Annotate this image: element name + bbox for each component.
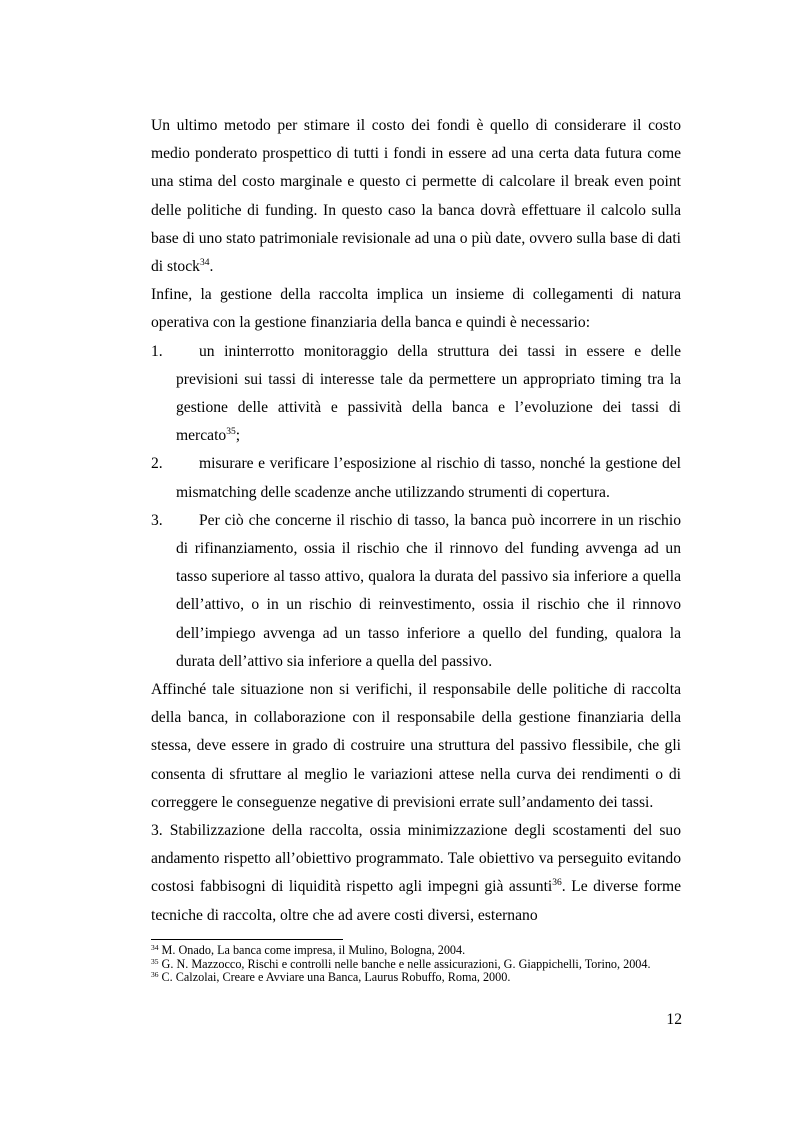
footnote-34: $^{34}$ M. Onado, La banca come impresa, il Mulino, Bologna, 2004. bbox=[151, 943, 466, 957]
list-item-number: 1. bbox=[151, 342, 163, 360]
paragraph-stabilization: 3. Stabilizzazione della raccolta, ossia minimizzazione degli scostamenti del suo andamento rispetto all’obiettivo programmato. Tale obiettivo va perseguito evitando costosi fabbisogni di liquidità rispetto agli impegni già assunti$^{36}$. Le diverse forme tecniche di raccolta, oltre che ad avere costi diversi, esternano bbox=[151, 822, 681, 924]
footnote-ref-36[interactable]: 36 bbox=[552, 878, 562, 889]
footnote-36: $^{36}$ C. Calzolai, Creare e Avviare una Banca, Laurus Robuffo, Roma, 2000. bbox=[151, 970, 511, 985]
footnote-separator bbox=[151, 939, 343, 940]
footnotes bbox=[151, 944, 681, 985]
page-number: 12 bbox=[666, 1011, 682, 1028]
paragraph-intro-list: Infine, la gestione della raccolta implica un insieme di collegamenti di natura operativa con la gestione finanziaria della banca e quindi è necessario: bbox=[151, 286, 681, 332]
footnote-35: $^{35}$ G. N. Mazzocco, Rischi e controlli nelle banche e nelle assicurazioni, G. Giappichelli, Torino, 2004. bbox=[151, 956, 651, 971]
paragraph-flexible-liabilities: Affinché tale situazione non si verifichi, il responsabile delle politiche di raccolta della banca, in collaborazione con il responsabile della gestione finanziaria della stessa, deve essere in grado di costruire una struttura del passivo flessibile, che gli consenta di sfruttare al meglio le variazioni attese nella curva dei rendimenti o di correggere le conseguenze negative di previsioni errate sull’andamento dei tassi. bbox=[151, 681, 681, 811]
list-item-number: 3. bbox=[151, 511, 163, 529]
paragraph-cost-of-funds: Un ultimo metodo per stimare il costo dei fondi è quello di considerare il costo medio ponderato prospettico di tutti i fondi in essere ad una certa data futura come una stima del costo marginale e questo ci permette di calcolare il break even point delle politiche di funding. In questo caso la banca dovrà effettuare il calcolo sulla base di uno stato patrimoniale revisionale ad una o più date, ovvero sulla base di dati di stock$^{34}$. bbox=[151, 117, 681, 276]
footnote-ref-34[interactable]: 34 bbox=[199, 258, 210, 269]
list-item: 3. Per ciò che concerne il rischio di tasso, la banca può incorrere in un rischio di rifinanziamento, ossia il rischio che il rinnovo del funding avvenga ad un tasso superiore al tasso attivo, qualora la durata del passivo sia inferiore a quella dell’attivo, o in un rischio di reinvestimento, ossia il rischio che il rinnovo dell’impiego avvenga ad un tasso inferiore a quello del funding, qualora la durata dell’attivo sia inferiore a quella del passivo. bbox=[151, 507, 681, 676]
list-item: 2. misurare e verificare l’esposizione al rischio di tasso, nonché la gestione del mismatching delle scadenze anche utilizzando strumenti di copertura. bbox=[151, 450, 681, 506]
main-text bbox=[151, 112, 681, 930]
list-item-number: 2. bbox=[151, 455, 163, 473]
list-item: 1. un ininterrotto monitoraggio della struttura dei tassi in essere e delle previsioni sui tassi di interesse tale da permettere un appropriato timing tra la gestione delle attività e passività della banca e l’evoluzione dei tassi di mercato$^{35}$; bbox=[151, 338, 681, 451]
footnote-ref-35[interactable]: 35 bbox=[226, 427, 236, 438]
